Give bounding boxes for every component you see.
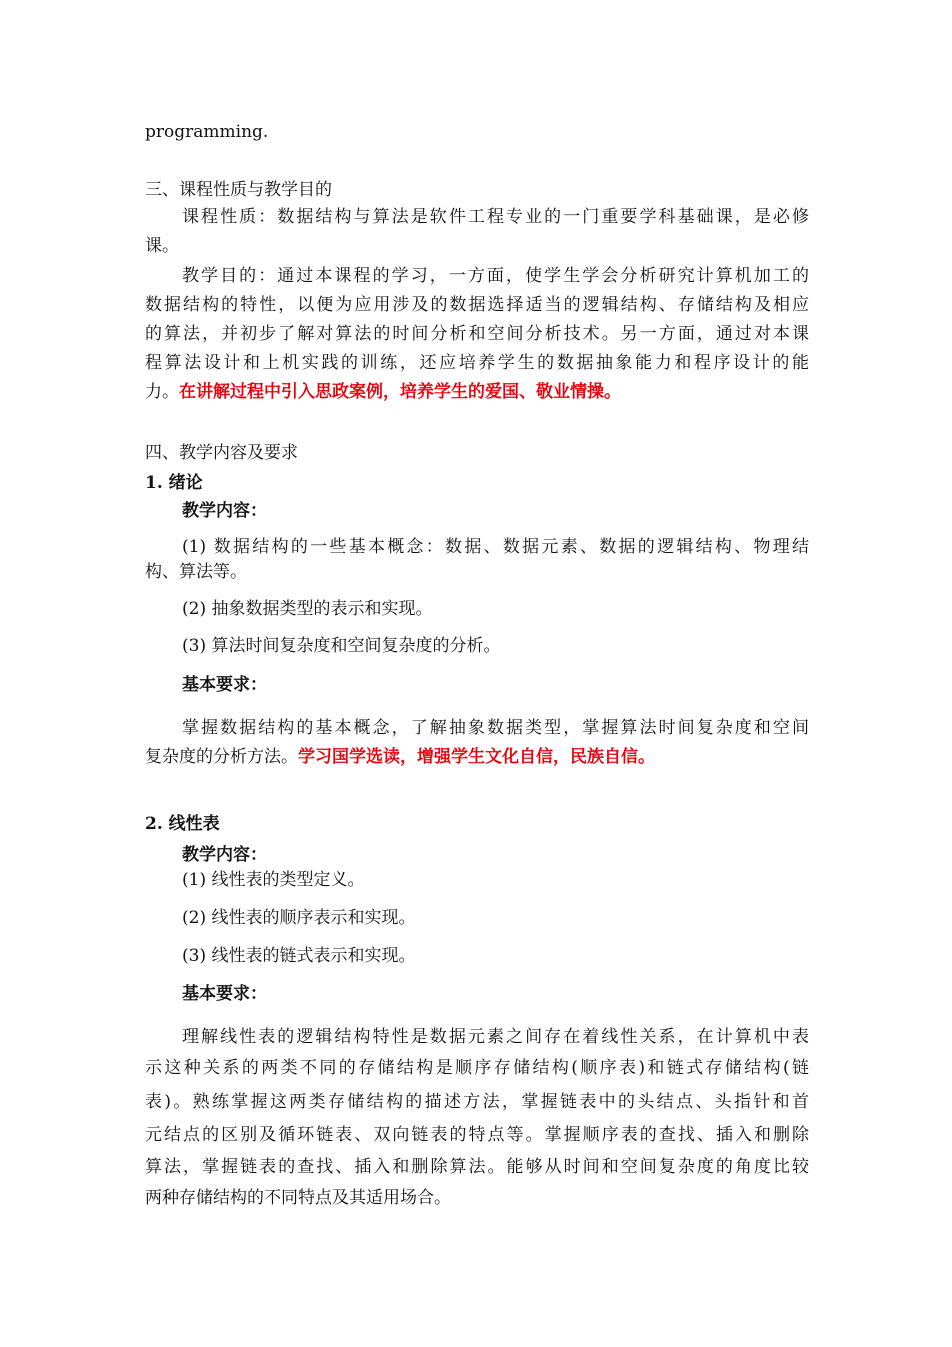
highlight-text: 学习国学选读，增强学生文化自信，民族自信。: [298, 747, 655, 767]
paragraph-line: 表)。熟练掌握这两类存储结构的描述方法，掌握链表中的头结点、头指针和首: [145, 1092, 809, 1112]
paragraph-text: 复杂度的分析方法。: [145, 747, 298, 767]
paragraph-line: 程算法设计和上机实践的训练，还应培养学生的数据抽象能力和程序设计的能: [145, 353, 809, 373]
paragraph-line: 示这种关系的两类不同的存储结构是顺序存储结构(顺序表)和链式存储结构(链: [145, 1058, 809, 1078]
paragraph-line: 课程性质：数据结构与算法是软件工程专业的一门重要学科基础课，是必修: [182, 207, 809, 227]
paragraph-text: 力。: [145, 382, 179, 402]
paragraph-line: 算法，掌握链表的查找、插入和删除算法。能够从时间和空间复杂度的角度比较: [145, 1157, 809, 1177]
paragraph-line: 两种存储结构的不同特点及其适用场合。: [145, 1188, 451, 1208]
requirement-label: 基本要求：: [182, 675, 267, 695]
list-item: (3) 线性表的链式表示和实现。: [182, 946, 416, 966]
subsection-title: 2. 线性表: [145, 814, 220, 834]
paragraph-line: 掌握数据结构的基本概念，了解抽象数据类型，掌握算法时间复杂度和空间: [182, 718, 809, 738]
paragraph-line: 元结点的区别及循环链表、双向链表的特点等。掌握顺序表的查找、插入和删除: [145, 1125, 809, 1145]
list-item: (1) 数据结构的一些基本概念：数据、数据元素、数据的逻辑结构、物理结: [182, 537, 809, 557]
paragraph-line: 课。: [145, 236, 179, 256]
list-item: (2) 抽象数据类型的表示和实现。: [182, 599, 433, 619]
subsection-title: 1. 绪论: [145, 473, 203, 493]
list-item: (1) 线性表的类型定义。: [182, 870, 365, 890]
content-label: 教学内容：: [182, 501, 267, 521]
list-item: (2) 线性表的顺序表示和实现。: [182, 908, 416, 928]
requirement-label: 基本要求：: [182, 984, 267, 1004]
paragraph-line: 的算法，并初步了解对算法的时间分析和空间分析技术。另一方面，通过对本课: [145, 324, 809, 344]
section-heading: 三、课程性质与教学目的: [145, 180, 332, 200]
paragraph-line: [145, 381, 809, 403]
list-item: (3) 算法时间复杂度和空间复杂度的分析。: [182, 636, 501, 656]
content-label: 教学内容：: [182, 845, 267, 865]
section-heading: 四、教学内容及要求: [145, 443, 298, 463]
paragraph-line: 数据结构的特性，以便为应用涉及的数据选择适当的逻辑结构、存储结构及相应: [145, 295, 809, 315]
highlight-text: 在讲解过程中引入思政案例，培养学生的爱国、敬业情操。: [179, 382, 621, 402]
paragraph-line: [145, 746, 809, 768]
paragraph-line: 理解线性表的逻辑结构特性是数据元素之间存在着线性关系，在计算机中表: [182, 1027, 809, 1047]
paragraph-line: 教学目的：通过本课程的学习，一方面，使学生学会分析研究计算机加工的: [182, 266, 809, 286]
text-line: programming.: [145, 122, 269, 142]
list-item: 构、算法等。: [145, 562, 247, 582]
